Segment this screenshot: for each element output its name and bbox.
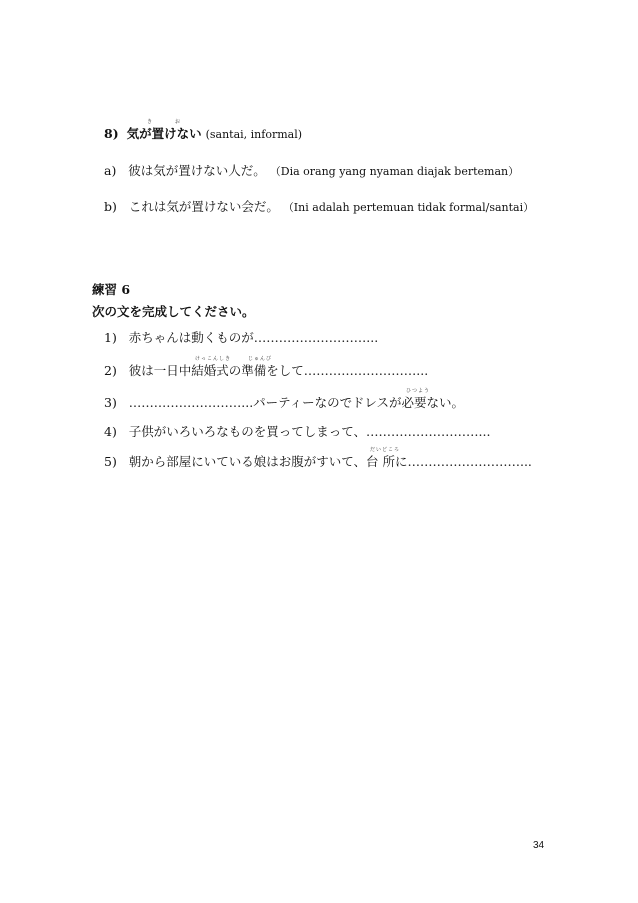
exercise-item-2: [104, 363, 428, 379]
furigana-daidokoro: だいどころ: [370, 447, 401, 453]
exercise-item-1: [104, 330, 378, 346]
item-text: 赤ちゃんは動くものが………………………...: [128, 330, 379, 345]
furigana-junbi: じゅんび: [248, 356, 273, 362]
example-letter: b): [104, 199, 117, 214]
page-number: 34: [533, 840, 545, 851]
section8-phrase: 気が置けない: [126, 126, 202, 141]
item-number: 1): [104, 330, 117, 345]
example-japanese: 彼は気が置けない人だ。: [128, 163, 266, 178]
example-japanese: これは気が置けない会だ。: [128, 199, 279, 214]
section8-note: (santai, informal): [205, 128, 302, 141]
item-number: 3): [104, 395, 117, 410]
exercise-item-5: [104, 454, 532, 470]
item-text: 子供がいろいろなものを買ってしまって、………………………...: [128, 424, 491, 439]
furigana-kekkonshiki: けっこんしき: [195, 356, 232, 362]
furigana-hitsuyou: ひつよう: [406, 388, 431, 394]
item-text: 朝から部屋にいている娘はお腹がすいて、台 所に………………………...: [128, 454, 532, 469]
example-translation: （Ini adalah pertemuan tidak formal/santai）: [282, 201, 535, 214]
item-number: 4): [104, 424, 117, 439]
exercise-title: 練習 6: [92, 282, 131, 297]
item-text: 彼は一日中結婚式の準備をして………………………...: [128, 363, 429, 378]
example-translation: （Dia orang yang nyaman diajak berteman）: [269, 165, 520, 178]
item-number: 2): [104, 363, 117, 378]
furigana-o: お: [175, 119, 182, 125]
section8-number: 8): [104, 126, 119, 141]
example-letter: a): [104, 163, 117, 178]
furigana-ki: き: [147, 119, 154, 125]
example-a: [104, 163, 519, 180]
exercise-instruction: 次の文を完成してください。: [92, 304, 255, 319]
item-text: ………………………...パーティーなのでドレスが必要ない。: [128, 395, 465, 410]
item-number: 5): [104, 454, 117, 469]
section8-heading: [104, 126, 302, 143]
exercise-item-3: [104, 395, 464, 411]
exercise-item-4: [104, 424, 490, 440]
example-b: [104, 199, 534, 216]
